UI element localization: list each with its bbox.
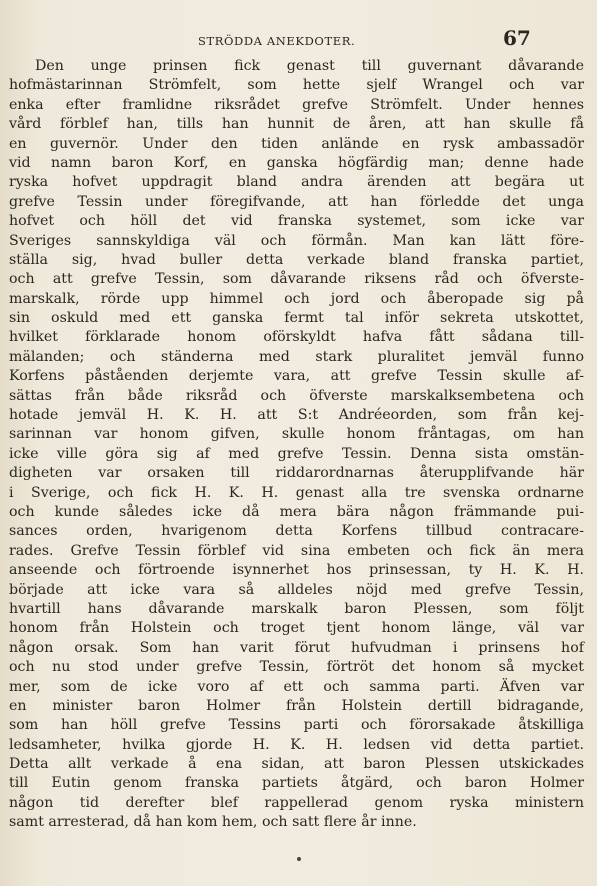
text-line: en minister baron Holmer från Holstein dertill bidragande, xyxy=(9,697,584,714)
text-line: hotade jemväl H. K. H. att S:t Andréeorden, som från kej- xyxy=(9,407,584,424)
text-line: ledsamheter, hvilka gjorde H. K. H. ledsen vid detta partiet. xyxy=(9,736,584,753)
text-line: mer, som de icke voro af ett och samma parti. Äfven var xyxy=(9,678,584,695)
end-mark xyxy=(297,857,301,861)
text-line: vård förblef han, tills han hunnit de åren, att han skulle få xyxy=(9,116,584,133)
text-line: anseende och förtroende isynnerhet hos prinsessan, ty H. K. H. xyxy=(9,562,584,579)
text-line: sättas från både riksråd och öfverste marskalksembetena och xyxy=(9,387,584,404)
text-line: sin oskuld med ett ganska fermt tal inför sekreta utskottet, xyxy=(9,310,584,327)
text-line: någon tid derefter blef rappellerad genom ryska ministern xyxy=(9,794,584,811)
text-line: och kunde således icke då mera bära någon främmande pui- xyxy=(9,503,584,520)
text-line: hvilket förklarade honom oförskyldt hafva fått sådana till- xyxy=(9,329,584,346)
text-line: icke ville göra sig af med grefve Tessin. Denna sista omstän- xyxy=(9,445,584,462)
text-line: rades. Grefve Tessin förblef vid sina embeten och fick än mera xyxy=(9,542,584,559)
text-line: Korfens påståenden derjemte vara, att grefve Tessin skulle af- xyxy=(9,368,584,385)
text-line: mälanden; och ständerna med stark pluralitet jemväl funno xyxy=(9,348,584,365)
text-line: sances orden, hvarigenom detta Korfens tillbud contracare- xyxy=(9,523,584,540)
text-line: marskalk, rörde upp himmel och jord och åberopade sig på xyxy=(9,290,584,307)
text-line: digheten var orsaken till riddarordnarnas återupplifvande här xyxy=(9,465,584,482)
text-line: en guvernör. Under den tiden anlände en rysk ambassadör xyxy=(9,135,584,152)
text-line: vid namn baron Korf, en ganska högfärdig man; denne hade xyxy=(9,154,584,171)
body-paragraph xyxy=(9,57,584,833)
text-line: till Eutin genom franska partiets åtgärd, och baron Holmer xyxy=(9,775,584,792)
text-line: honom från Holstein och troget tjent honom länge, väl var xyxy=(9,620,584,637)
text-line: Sveriges sannskyldiga väl och förmån. Man kan lätt före- xyxy=(9,232,584,249)
text-line: enka efter framlidne riksrådet grefve Strömfelt. Under hennes xyxy=(9,96,584,113)
running-head-title: STRÖDDA ANEKDOTER. xyxy=(198,34,356,48)
text-line: hvartill hans dåvarande marskalk baron Plessen, som följt xyxy=(9,600,584,617)
text-line: hofvet och höll det vid franska systemet, som icke var xyxy=(9,213,584,230)
text-line: någon orsak. Som han varit förut hufvudman i prinsens hof xyxy=(9,639,584,656)
text-line: Den unge prinsen fick genast till guvernant dåvarande xyxy=(35,58,584,74)
text-line: och att grefve Tessin, som dåvarande riksens råd och öfverste- xyxy=(9,271,584,288)
text-line: hofmästarinnan Strömfelt, som hette sjelf Wrangel och var xyxy=(9,77,584,94)
text-line: sarinnan var honom gifven, skulle honom fråntagas, om han xyxy=(9,426,584,443)
text-line: började att icke vara så alldeles nöjd med grefve Tessin, xyxy=(9,581,584,598)
text-line: ställa sig, hvad buller detta verkade bland franska partiet, xyxy=(9,251,584,268)
text-line: i Sverige, och fick H. K. H. genast alla tre svenska ordnarne xyxy=(9,484,584,501)
text-line: Detta allt verkade å ena sidan, att baron Plessen utskickades xyxy=(9,756,584,773)
text-line: samt arresterad, då han kom hem, och satt flere år inne. xyxy=(9,814,417,831)
text-line: ryska hofvet uppdragit bland andra ärenden att begära ut xyxy=(9,174,584,191)
running-head xyxy=(0,26,597,50)
text-line: som han höll grefve Tessins parti och förorsakade åtskilliga xyxy=(9,717,584,734)
text-line: grefve Tessin under föregifvande, att han förledde det unga xyxy=(9,193,584,210)
text-line: och nu stod under grefve Tessin, förtröt det honom så mycket xyxy=(9,659,584,676)
page-number: 67 xyxy=(503,26,531,50)
